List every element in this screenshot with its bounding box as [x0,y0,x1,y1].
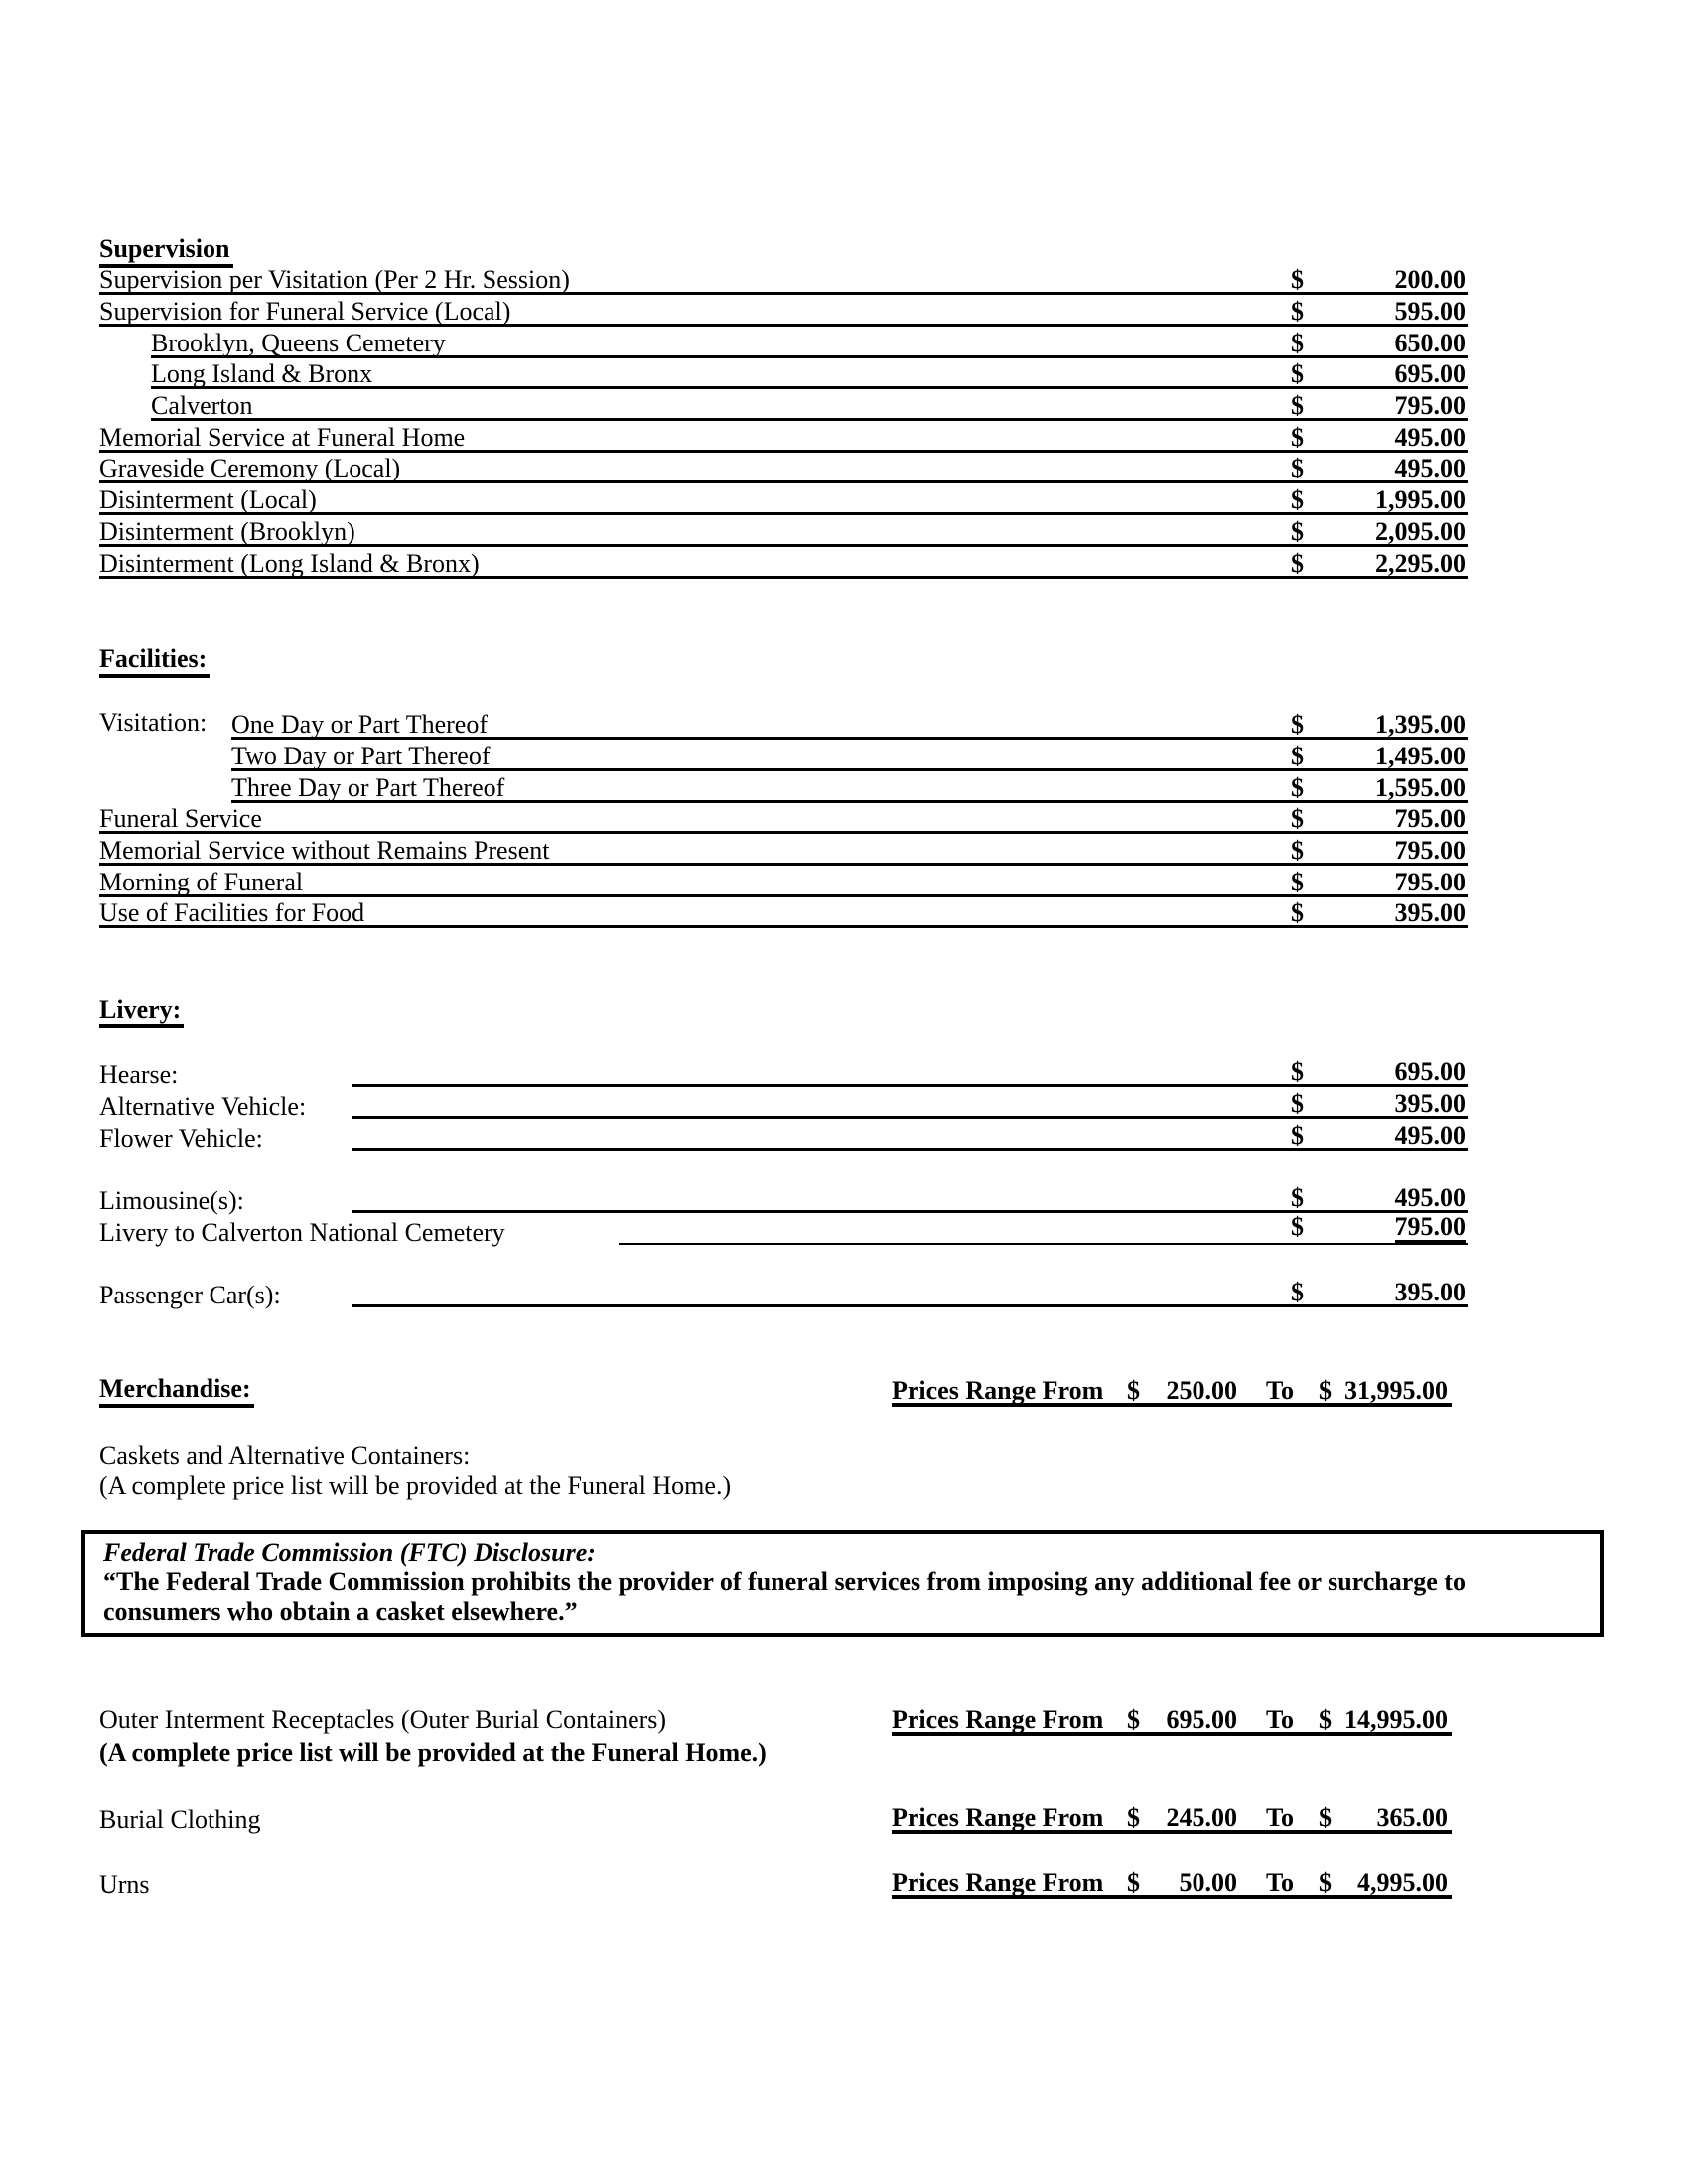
price-row [99,1119,1468,1151]
row-label: Alternative Vehicle: [99,1091,307,1121]
currency-symbol: $ [1319,1803,1332,1832]
row-label: Use of Facilities for Food [99,898,365,928]
currency-symbol: $ [1291,1120,1304,1150]
row-price [1291,1185,1466,1211]
range-from-amount: 50.00 [1179,1868,1237,1897]
price-amount: 795.00 [1394,804,1466,834]
currency-symbol: $ [1291,1183,1304,1213]
price-amount: 795.00 [1394,836,1466,866]
burial-clothing-price-range [892,1802,1452,1834]
price-amount: 395.00 [1394,1088,1466,1118]
range-to-label: To [1266,1376,1294,1405]
currency-symbol: $ [1291,1278,1304,1307]
row-label: Flower Vehicle: [99,1123,263,1153]
currency-symbol: $ [1291,391,1304,421]
row-label: Limousine(s): [99,1186,244,1216]
currency-symbol: $ [1291,422,1304,452]
row-price [1291,1280,1466,1305]
price-amount: 395.00 [1394,1278,1466,1307]
price-amount: 695.00 [1394,359,1466,389]
price-row [99,1056,1468,1088]
price-row [99,866,1468,897]
price-amount: 495.00 [1394,454,1466,483]
price-row [99,897,1468,929]
row-label: Three Day or Part Thereof [231,772,505,802]
row-price [1291,296,1466,326]
price-amount: 495.00 [1394,1120,1466,1150]
row-label: Memorial Service at Funeral Home [99,422,466,452]
range-from-amount: 695.00 [1166,1706,1237,1734]
price-row [99,803,1468,835]
price-amount: 2,095.00 [1375,516,1466,546]
row-price [1291,456,1466,481]
price-amount: 1,995.00 [1375,485,1466,515]
range-to-label: To [1266,1803,1294,1832]
urns-price-range [892,1867,1452,1899]
price-amount: 2,295.00 [1375,548,1466,578]
row-price [1291,1059,1466,1085]
range-prefix: Prices Range From [892,1868,1104,1897]
fill-line [619,1243,1468,1245]
price-row [99,1213,1468,1245]
range-from-amount: 245.00 [1166,1803,1237,1832]
range-to-amount: 31,995.00 [1344,1376,1448,1405]
row-label: Long Island & Bronx [151,359,373,389]
row-price [1291,422,1466,452]
price-row [151,358,1468,390]
price-amount: 200.00 [1394,265,1466,295]
row-price [1291,900,1466,926]
row-label: Supervision for Funeral Service (Local) [99,296,511,326]
currency-symbol: $ [1291,772,1304,802]
row-price [1291,838,1466,864]
caskets-note: (A complete price list will be provided at the Funeral Home.) [99,1471,732,1500]
row-price [1291,867,1466,896]
currency-symbol: $ [1291,328,1304,357]
currency-symbol: $ [1291,898,1304,928]
currency-symbol: $ [1291,1211,1304,1241]
currency-symbol: $ [1127,1706,1140,1734]
row-label: Memorial Service without Remains Present [99,836,550,866]
price-row [99,1182,1468,1214]
row-price [1291,741,1466,770]
ftc-body: “The Federal Trade Commission prohibits the provider of funeral services from imposing any additional fee or surcharge to consumers who obtain a casket elsewhere.” [103,1568,1466,1626]
row-price [1291,548,1466,578]
range-prefix: Prices Range From [892,1376,1104,1405]
price-amount: 650.00 [1394,328,1466,357]
row-label: Calverton [151,391,253,421]
currency-symbol: $ [1291,710,1304,740]
currency-symbol: $ [1291,804,1304,834]
price-amount: 695.00 [1394,1057,1466,1087]
range-prefix: Prices Range From [892,1706,1104,1734]
price-amount: 795.00 [1394,391,1466,421]
price-row [151,327,1468,358]
currency-symbol: $ [1291,296,1304,326]
row-price [1291,806,1466,832]
currency-symbol: $ [1127,1376,1140,1405]
urns-label: Urns [99,1870,150,1899]
currency-symbol: $ [1319,1868,1332,1897]
ftc-disclosure-box [81,1530,1604,1637]
row-label: Morning of Funeral [99,867,304,896]
burial-clothing-label: Burial Clothing [99,1805,261,1834]
currency-symbol: $ [1291,485,1304,515]
currency-symbol: $ [1291,1088,1304,1118]
price-row [99,1087,1468,1119]
row-label: One Day or Part Thereof [231,710,488,740]
price-row [99,264,1468,296]
price-amount: 495.00 [1394,422,1466,452]
row-price [1291,1120,1466,1150]
price-amount: 795.00 [1394,867,1466,896]
price-amount: 1,595.00 [1375,772,1466,802]
row-price [1291,1211,1466,1243]
row-price [1291,361,1466,387]
currency-symbol: $ [1291,867,1304,896]
price-row [99,1277,1468,1308]
outer-interment-note: (A complete price list will be provided at the Funeral Home.) [99,1738,767,1767]
price-amount: 495.00 [1394,1183,1466,1213]
row-label: Disinterment (Local) [99,485,317,515]
price-row [99,834,1468,866]
row-price [1291,772,1466,802]
row-price [1291,487,1466,513]
row-label: Disinterment (Long Island & Bronx) [99,548,480,578]
price-amount: 595.00 [1394,296,1466,326]
price-amount: 395.00 [1394,898,1466,928]
range-to-label: To [1266,1706,1294,1734]
currency-symbol: $ [1127,1803,1140,1832]
price-amount: 1,495.00 [1375,741,1466,770]
outer-interment-label: Outer Interment Receptacles (Outer Burial Containers) [99,1706,667,1734]
price-row [231,740,1468,771]
price-row [151,389,1468,421]
price-row [99,515,1468,547]
currency-symbol: $ [1127,1868,1140,1897]
price-row [99,295,1468,327]
row-label: Disinterment (Brooklyn) [99,516,355,546]
row-price [1291,1088,1466,1118]
price-row [99,453,1468,484]
facilities-heading: Facilities: [99,646,210,678]
row-price [1291,516,1466,546]
currency-symbol: $ [1291,454,1304,483]
row-price [1291,712,1466,738]
row-label: Hearse: [99,1060,179,1090]
price-amount: 1,395.00 [1375,710,1466,740]
range-to-amount: 14,995.00 [1344,1706,1448,1734]
currency-symbol: $ [1291,1057,1304,1087]
price-row [231,709,1468,741]
price-row [99,484,1468,516]
caskets-label: Caskets and Alternative Containers: [99,1441,471,1470]
row-label: Passenger Car(s): [99,1281,281,1310]
currency-symbol: $ [1291,741,1304,770]
currency-symbol: $ [1291,516,1304,546]
row-label: Funeral Service [99,804,262,834]
price-row [99,421,1468,453]
livery-heading: Livery: [99,997,184,1028]
range-from-amount: 250.00 [1166,1376,1237,1405]
price-amount: 795.00 [1394,1211,1466,1241]
currency-symbol: $ [1291,359,1304,389]
row-label: Supervision per Visitation (Per 2 Hr. Session) [99,265,570,295]
price-row [99,547,1468,579]
currency-symbol: $ [1319,1706,1332,1734]
range-prefix: Prices Range From [892,1803,1104,1832]
row-price [1291,328,1466,357]
row-label: Brooklyn, Queens Cemetery [151,328,446,357]
currency-symbol: $ [1319,1376,1332,1405]
currency-symbol: $ [1291,836,1304,866]
range-to-label: To [1266,1868,1294,1897]
currency-symbol: $ [1291,548,1304,578]
ftc-title: Federal Trade Commission (FTC) Disclosure: [103,1538,596,1567]
supervision-heading: Supervision [99,236,233,268]
row-label: Livery to Calverton National Cemetery [99,1217,505,1247]
merchandise-heading: Merchandise: [99,1376,254,1408]
row-price [1291,267,1466,293]
range-to-amount: 4,995.00 [1357,1868,1448,1897]
row-label: Two Day or Part Thereof [231,741,491,770]
price-row [231,771,1468,803]
range-to-amount: 365.00 [1376,1803,1448,1832]
outer-interment-price-range [892,1705,1452,1736]
currency-symbol: $ [1291,265,1304,295]
visitation-label: Visitation: [99,708,208,737]
merchandise-price-range [892,1375,1452,1407]
row-price [1291,393,1466,419]
row-label: Graveside Ceremony (Local) [99,454,401,483]
